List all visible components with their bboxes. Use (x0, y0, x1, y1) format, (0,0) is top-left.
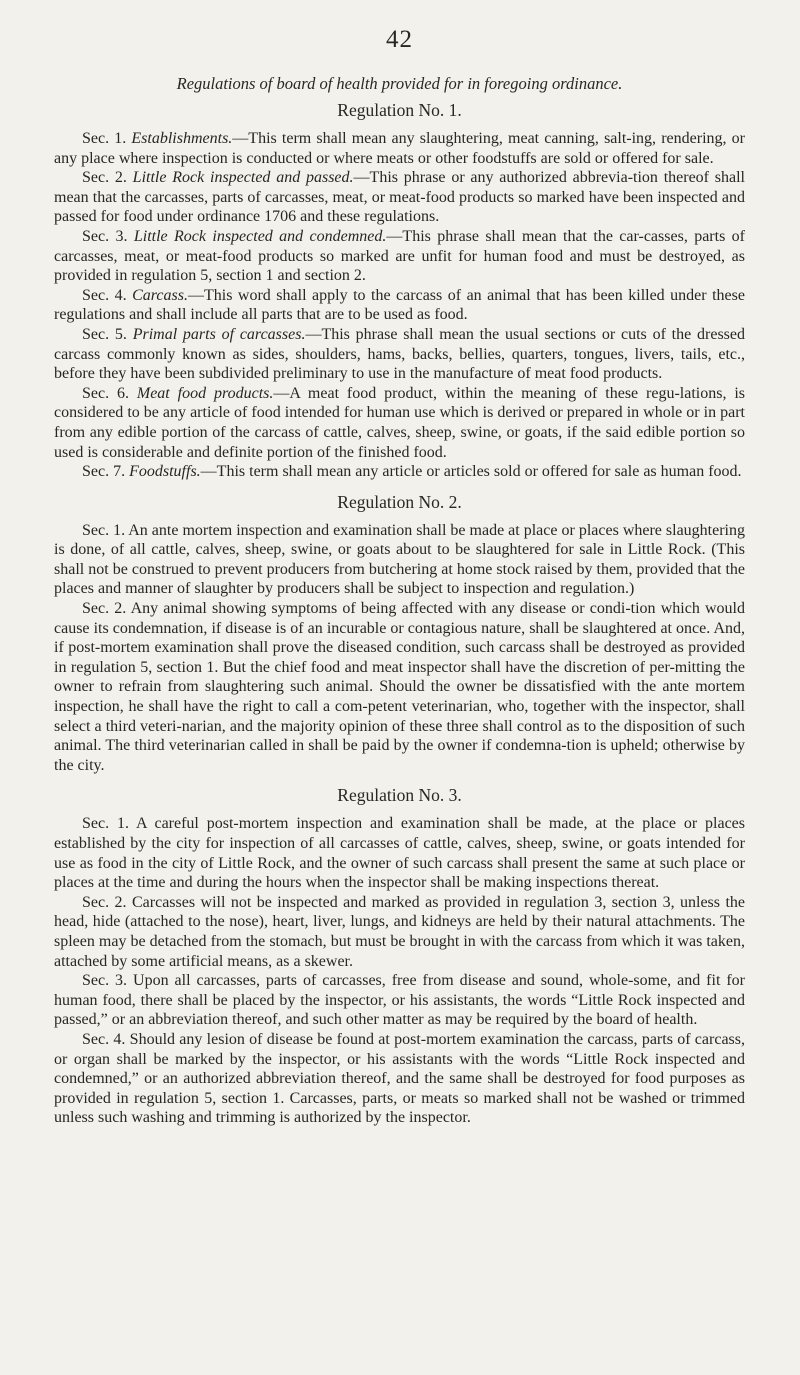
regulation-block (54, 785, 745, 1128)
section-text: A careful post-mortem inspection and examination shall be made, at the place or places established by the city for inspection of all carcasses of cattle, calves, sheep, swine, or goats intended for use as food in the city of Little Rock, and the owner of such carcass shall present the same at such place or places at the time and during the hours when the inspector shall be making inspections thereat. (54, 815, 745, 892)
section-term: Little Rock inspected and passed. (132, 169, 354, 187)
regulation-section (54, 599, 745, 775)
regulation-section (54, 1030, 745, 1128)
regulation-section (54, 325, 745, 384)
section-term: Little Rock inspected and condemned. (133, 227, 387, 245)
section-term: Primal parts of carcasses. (132, 325, 306, 343)
regulation-section (54, 227, 745, 286)
section-label: Sec. 2. (82, 169, 133, 187)
section-label: Sec. 1. (82, 130, 132, 147)
section-text: Carcasses will not be inspected and marked as provided in regulation 3, section 3, unless the head, hide (attached to the nose), heart, liver, lungs, and kidneys are held by their natural attachments. The spleen may be detached from the stomach, but must be brought in with the carcass from which it was taken, attached by some artificial means, as a skewer. (54, 893, 745, 970)
regulation-section (54, 462, 745, 482)
section-label: Sec. 4. (82, 1030, 130, 1048)
section-term: Carcass. (132, 286, 188, 304)
regulation-section (54, 893, 745, 971)
section-text: —This phrase or any authorized abbrevia-tion thereof shall mean that the carcasses, parts of carcasses, meat, or meat-food products so marked have been inspected and passed for food under ordinance 1706 and these regulations. (54, 169, 746, 226)
page-number: 42 (386, 26, 413, 53)
section-label: Sec. 4. (82, 286, 133, 304)
section-label: Sec. 1. (82, 815, 136, 833)
regulations (54, 100, 745, 1128)
regulation-heading: Regulation No. 3. (337, 785, 462, 806)
regulation-block (54, 100, 745, 482)
regulation-heading: Regulation No. 1. (337, 100, 462, 120)
section-label: Sec. 5. (82, 325, 133, 343)
section-text: —This phrase shall mean that the car-casses, parts of carcasses, meat, or meat-food products so marked are unfit for human food and must be destroyed, as provided in regulation 5, section 1 and section 2. (54, 227, 746, 285)
section-text: Upon all carcasses, parts of carcasses, free from disease and sound, whole-some, and fit for human food, there shall be placed by the inspector, or his assistants, the words “Little Rock inspected and passed,” or an abbreviation thereof, and such other matter as may be required by the board of health. (54, 972, 745, 1029)
regulation-section (54, 168, 745, 227)
section-label: Sec. 3. (82, 227, 134, 245)
section-text: —This term shall mean any article or articles sold or offered for sale as human food. (200, 463, 742, 481)
regulation-section (54, 129, 745, 168)
section-label: Sec. 2. (82, 600, 131, 618)
section-text: Should any lesion of disease be found at post-mortem examination the carcass, parts of carcass, or organ shall be marked by the inspector, or his assistants with the words “Little Rock inspected and condemned,” or an authorized abbreviation thereof, and the same shall be destroyed for food purposes as provided in regulation 5, section 1. Carcasses, parts, or meats so marked shall not be washed or trimmed unless such washing and trimming is authorized by the inspector. (54, 1030, 745, 1127)
regulation-section (54, 521, 745, 599)
section-label: Sec. 1. (82, 521, 129, 539)
regulation-section (54, 971, 745, 1030)
section-label: Sec. 7. (82, 463, 130, 481)
regulation-section (54, 814, 745, 892)
section-text: —This word shall apply to the carcass of an animal that has been killed under these regulations and shall include all parts that are to be used as food. (54, 286, 745, 324)
section-term: Foodstuffs. (129, 463, 201, 481)
section-text: —This term shall mean any slaughtering, meat canning, salt-ing, rendering, or any place where inspection is conducted or where meats or other foodstuffs are sold or offered for sale. (54, 130, 745, 167)
regulation-heading: Regulation No. 2. (337, 491, 462, 512)
section-text: —A meat food product, within the meaning of these regu-lations, is considered to be any article of food intended for human use which is derived or prepared in whole or in part from any edible portion of the carcass of cattle, calves, sheep, swine, or goats, if the said edible portion so used is considerable and definite portion of the finished food. (54, 384, 745, 461)
regulation-section (54, 286, 745, 325)
section-term: Establishments. (131, 130, 233, 147)
section-label: Sec. 6. (82, 384, 137, 402)
section-text: —This phrase shall mean the usual sections or cuts of the dressed carcass commonly known as sides, shoulders, hams, backs, bellies, quarters, tongues, livers, tails, etc., before they have been subdivided preliminary to use in the manufacture of meat food products. (54, 325, 745, 383)
section-label: Sec. 3. (82, 972, 134, 990)
section-text: Any animal showing symptoms of being affected with any disease or condi-tion which would cause its condemnation, if disease is of an incurable or contagious nature, shall be slaughtered at once. And, if post-mortem examination shall prove the diseased condition, such carcass shall be destroyed as provided in regulation 5, section 1. But the chief food and meat inspector shall have the discretion of per-mitting the owner to refrain from slaughtering such animal. Should the owner be dissatisfied with the ante mortem inspection, he shall have the right to call a com-petent veterinarian, who, together with the inspector, shall select a third veteri-narian, and the majority opinion of these three shall control as to the disposition of such animal. The third veterinarian called in shall be paid by the owner if condemna-tion is upheld; otherwise by the city. (54, 600, 746, 774)
page-intro: Regulations of board of health provided for in foregoing ordinance. (176, 74, 623, 93)
regulation-block (54, 492, 745, 776)
section-text: An ante mortem inspection and examination shall be made at place or places where slaughtering is done, of all cattle, calves, sheep, swine, or goats about to be slaughtered for sale in Little Rock. (This shall not be construed to prevent producers from butchering at home stock raised by them, provided that the places and manner of slaughter by producers shall be subject to inspection and regulation.) (54, 521, 746, 598)
regulation-section (54, 384, 745, 462)
section-label: Sec. 2. (82, 893, 132, 911)
section-term: Meat food products. (136, 384, 274, 402)
